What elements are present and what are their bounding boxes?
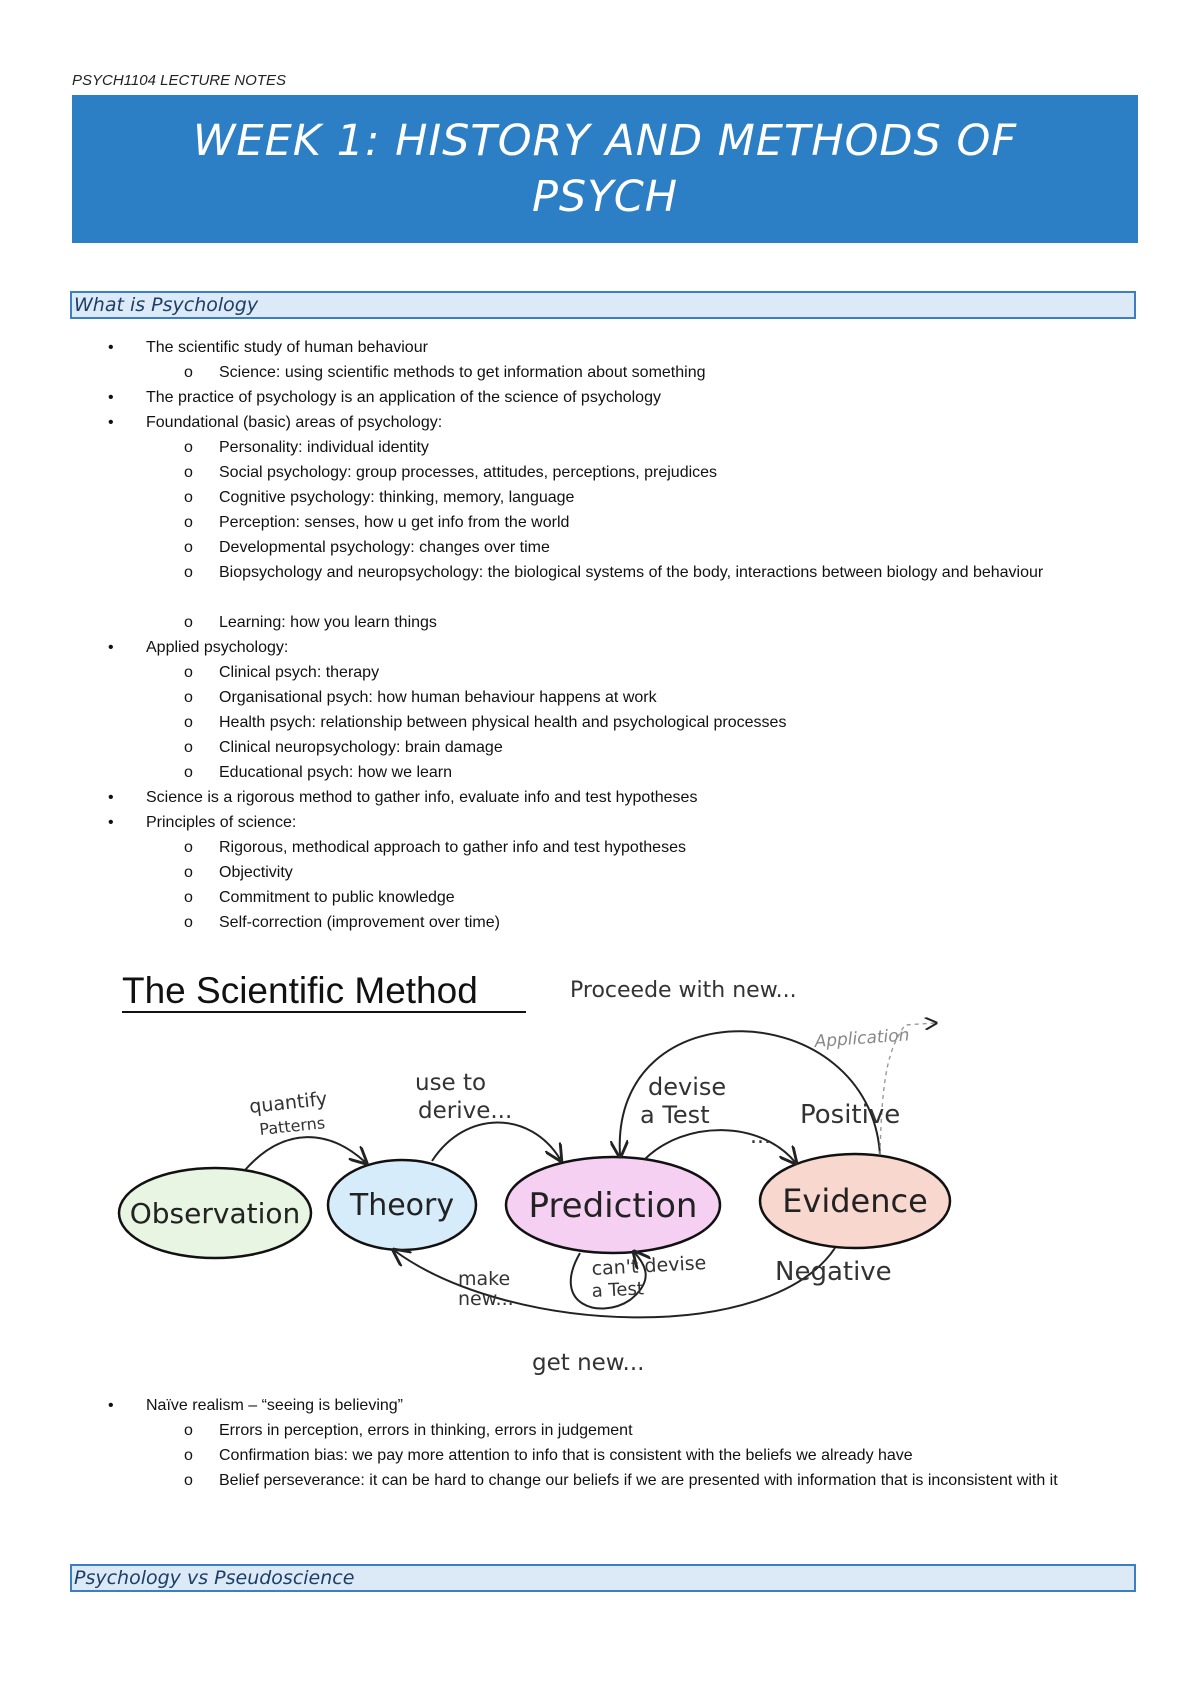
sub-bullet-item — [0, 735, 1200, 760]
sub-bullet-item — [0, 710, 1200, 735]
sub-bullet-item — [0, 835, 1200, 860]
bullet-item — [0, 1393, 1200, 1418]
sub-bullet-marker: o — [184, 489, 193, 506]
section-heading-what-is-psychology — [70, 291, 1136, 319]
sub-bullet-item — [0, 360, 1200, 385]
sub-bullet-marker: o — [184, 864, 193, 881]
bullet-text: Belief perseverance: it can be hard to change our beliefs if we are presented with information that is inconsistent with it — [219, 1472, 1058, 1489]
prediction-label: Prediction — [528, 1186, 698, 1226]
bullet-marker: • — [108, 414, 114, 431]
label-use-to: use to — [415, 1070, 487, 1096]
sub-bullet-marker: o — [184, 714, 193, 731]
sub-bullet-item — [0, 560, 1200, 610]
sub-bullet-marker: o — [184, 614, 193, 631]
section-heading-label: Psychology vs Pseudoscience — [74, 1567, 355, 1589]
sub-bullet-marker: o — [184, 1472, 193, 1489]
page-title: WEEK 1: HISTORY AND METHODS OF PSYCH — [192, 116, 1018, 222]
bullet-text: Cognitive psychology: thinking, memory, language — [219, 489, 575, 506]
sub-bullet-marker: o — [184, 564, 193, 581]
scientific-method-diagram — [110, 955, 1010, 1385]
sub-bullet-marker: o — [184, 889, 193, 906]
label-negative: Negative — [775, 1257, 892, 1287]
label-new: new... — [458, 1288, 514, 1310]
bullet-text: Clinical neuropsychology: brain damage — [219, 739, 503, 756]
sub-bullet-marker: o — [184, 664, 193, 681]
bullet-marker: • — [108, 789, 114, 806]
sub-bullet-item — [0, 435, 1200, 460]
bullet-marker: • — [108, 1397, 114, 1414]
label-positive: Positive — [800, 1100, 901, 1130]
sub-bullet-item — [0, 760, 1200, 785]
sub-bullet-item — [0, 860, 1200, 885]
label-make: make — [458, 1268, 511, 1290]
section-heading-psychology-vs-pseudoscience — [70, 1564, 1136, 1592]
sub-bullet-item — [0, 610, 1200, 635]
theory-label: Theory — [349, 1188, 455, 1223]
sub-bullet-item — [0, 1443, 1200, 1468]
arrow-theory-to-prediction — [432, 1122, 560, 1161]
bullet-item — [0, 635, 1200, 660]
bullet-text: Clinical psych: therapy — [219, 664, 380, 681]
sub-bullet-item — [0, 460, 1200, 485]
bullet-text: The scientific study of human behaviour — [146, 339, 428, 356]
sub-bullet-item — [0, 910, 1200, 935]
bullet-text: Science is a rigorous method to gather info, evaluate info and test hypotheses — [146, 789, 698, 806]
bullet-text: Commitment to public knowledge — [219, 889, 455, 906]
bullet-marker: • — [108, 814, 114, 831]
diagram-title: The Scientific Method — [122, 970, 478, 1011]
bullet-text: Objectivity — [219, 864, 293, 881]
bullet-text: Self-correction (improvement over time) — [219, 914, 500, 931]
bullet-text: Errors in perception, errors in thinking, errors in judgement — [219, 1422, 633, 1439]
label-devise: devise — [648, 1073, 727, 1101]
sub-bullet-item — [0, 1418, 1200, 1443]
sub-bullet-marker: o — [184, 739, 193, 756]
arrow-prediction-to-evidence — [645, 1130, 795, 1162]
bullet-text: Developmental psychology: changes over time — [219, 539, 550, 556]
bullet-text: Rigorous, methodical approach to gather info and test hypotheses — [219, 839, 686, 856]
bullet-text: Personality: individual identity — [219, 439, 429, 456]
sub-bullet-item — [0, 885, 1200, 910]
bullet-text: Health psych: relationship between physical health and psychological processes — [219, 714, 787, 731]
sub-bullet-item — [0, 510, 1200, 535]
bullet-item — [0, 385, 1200, 410]
bullet-text: Naïve realism – “seeing is believing” — [146, 1397, 403, 1414]
bullet-item — [0, 810, 1200, 835]
title-banner — [72, 95, 1138, 243]
sub-bullet-marker: o — [184, 364, 193, 381]
bullet-marker: • — [108, 639, 114, 656]
sub-bullet-item — [0, 485, 1200, 510]
sub-bullet-marker: o — [184, 464, 193, 481]
label-cant-devise: can't devise — [591, 1252, 707, 1280]
section-heading-label: What is Psychology — [74, 294, 259, 316]
label-application: Application — [813, 1025, 911, 1052]
label-derive: derive... — [418, 1098, 513, 1124]
bullet-text: Science: using scientific methods to get information about something — [219, 364, 706, 381]
evidence-label: Evidence — [782, 1182, 928, 1220]
arrow-observation-to-theory — [245, 1137, 365, 1170]
bullet-text: Confirmation bias: we pay more attention to info that is consistent with the beliefs we already have — [219, 1447, 913, 1464]
sub-bullet-item — [0, 1468, 1200, 1518]
label-dots: ... — [750, 1124, 771, 1149]
sub-bullet-item — [0, 685, 1200, 710]
bullet-text: Learning: how you learn things — [219, 614, 437, 631]
bullet-text: Social psychology: group processes, attitudes, perceptions, prejudices — [219, 464, 718, 481]
label-proceed: Proceede with new... — [570, 978, 797, 1003]
sub-bullet-marker: o — [184, 839, 193, 856]
bullet-item — [0, 785, 1200, 810]
label-a-test: a Test — [640, 1101, 710, 1129]
sub-bullet-marker: o — [184, 1447, 193, 1464]
sub-bullet-marker: o — [184, 1422, 193, 1439]
sub-bullet-marker: o — [184, 689, 193, 706]
sub-bullet-marker: o — [184, 914, 193, 931]
label-get-new: get new... — [532, 1350, 645, 1376]
notes-list-2 — [0, 1393, 1200, 1518]
bullet-text: The practice of psychology is an application of the science of psychology — [146, 389, 661, 406]
bullet-text: Principles of science: — [146, 814, 297, 831]
bullet-text: Educational psych: how we learn — [219, 764, 453, 781]
bullet-text: Organisational psych: how human behaviour happens at work — [219, 689, 657, 706]
sub-bullet-item — [0, 660, 1200, 685]
bullet-text: Biopsychology and neuropsychology: the biological systems of the body, interactions between biology and behaviour — [219, 564, 1044, 581]
sub-bullet-marker: o — [184, 539, 193, 556]
bullet-item — [0, 335, 1200, 360]
sub-bullet-item — [0, 535, 1200, 560]
bullet-text: Applied psychology: — [146, 639, 289, 656]
bullet-marker: • — [108, 389, 114, 406]
sub-bullet-marker: o — [184, 514, 193, 531]
bullet-marker: • — [108, 339, 114, 356]
label-quantify: quantify — [248, 1087, 329, 1118]
notes-list-1 — [0, 335, 1200, 935]
bullet-text: Foundational (basic) areas of psychology: — [146, 414, 443, 431]
label-a-test-2: a Test — [591, 1278, 645, 1302]
sub-bullet-marker: o — [184, 439, 193, 456]
bullet-text: Perception: senses, how u get info from the world — [219, 514, 570, 531]
bullet-item — [0, 410, 1200, 435]
label-patterns: Patterns — [258, 1113, 326, 1139]
sub-bullet-marker: o — [184, 764, 193, 781]
page-header: PSYCH1104 LECTURE NOTES — [72, 72, 286, 89]
observation-label: Observation — [129, 1197, 301, 1230]
